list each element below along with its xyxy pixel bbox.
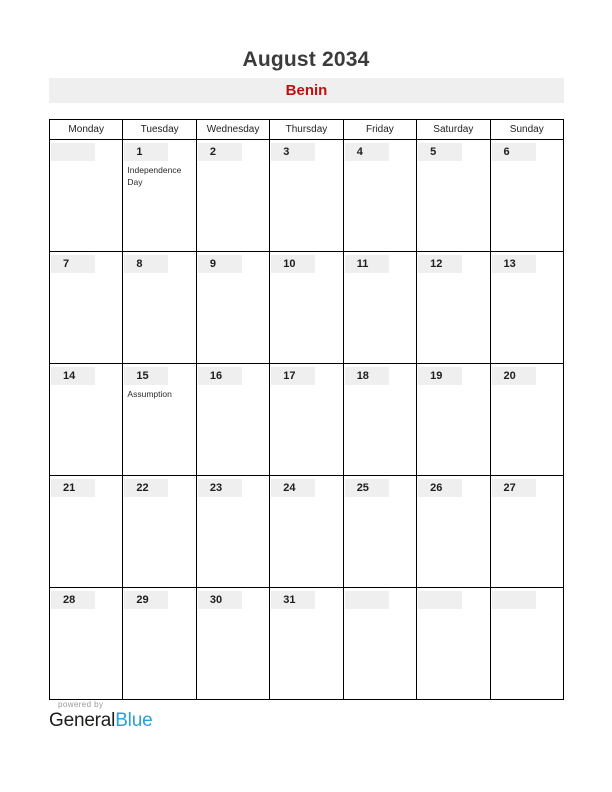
day-number: 23 — [209, 482, 223, 494]
week-row — [50, 252, 564, 364]
weekday-header: Monday — [50, 120, 123, 140]
weekday-header: Tuesday — [123, 120, 196, 140]
day-number-chip — [418, 143, 462, 161]
day-number-chip — [271, 255, 315, 273]
calendar-day-cell — [50, 476, 123, 588]
day-number-chip — [198, 479, 242, 497]
day-number-chip — [124, 479, 168, 497]
day-number: 10 — [283, 258, 296, 270]
day-number-chip — [124, 591, 168, 609]
footer — [49, 700, 152, 732]
generalblue-logo[interactable] — [49, 710, 152, 732]
brand-text-general: General — [49, 710, 116, 731]
day-number: 28 — [63, 594, 76, 606]
calendar-day-cell — [417, 252, 490, 364]
day-number-chip — [418, 367, 462, 385]
day-number-chip — [418, 591, 462, 609]
day-number-chip — [345, 479, 389, 497]
calendar-day-cell — [490, 364, 563, 476]
day-number: 18 — [356, 370, 369, 382]
calendar-day-cell — [270, 140, 343, 252]
holiday-label: Assumption — [127, 389, 172, 399]
day-number-chip — [124, 143, 168, 161]
day-number-chip — [198, 591, 242, 609]
calendar-empty-cell — [50, 140, 123, 252]
calendar-day-cell — [343, 364, 416, 476]
day-number: 29 — [136, 594, 149, 606]
country-band — [49, 78, 564, 103]
weekday-header-row — [50, 120, 564, 140]
day-number: 12 — [430, 258, 443, 270]
calendar-day-cell — [123, 364, 196, 476]
holiday-label: Independence Day — [127, 165, 182, 188]
calendar-day-cell — [50, 588, 123, 700]
calendar-day-cell — [343, 476, 416, 588]
day-number-chip — [345, 255, 389, 273]
day-number-chip — [51, 367, 95, 385]
day-number: 20 — [503, 370, 516, 382]
calendar-day-cell — [490, 252, 563, 364]
day-number-chip — [492, 591, 536, 609]
day-number-chip — [271, 367, 315, 385]
calendar-day-cell — [123, 588, 196, 700]
day-number: 9 — [209, 258, 216, 270]
weekday-header: Sunday — [490, 120, 563, 140]
day-number: 17 — [283, 370, 296, 382]
day-number: 11 — [356, 258, 369, 270]
calendar-day-cell — [123, 140, 196, 252]
day-number-chip — [492, 143, 536, 161]
day-number-chip — [418, 479, 462, 497]
day-number-chip — [492, 367, 536, 385]
day-number: 15 — [136, 370, 149, 382]
calendar-body — [50, 140, 564, 700]
calendar-day-cell — [270, 252, 343, 364]
calendar-day-cell — [196, 364, 269, 476]
calendar-day-cell — [270, 476, 343, 588]
day-number-chip — [345, 591, 389, 609]
day-number: 14 — [63, 370, 76, 382]
calendar-day-cell — [343, 140, 416, 252]
day-number-chip — [492, 255, 536, 273]
day-number: 30 — [209, 594, 223, 606]
day-number-chip — [345, 143, 389, 161]
day-number-chip — [124, 367, 168, 385]
day-number-chip — [51, 255, 95, 273]
day-number: 7 — [63, 258, 70, 270]
day-number: 16 — [209, 370, 223, 382]
day-number: 6 — [503, 146, 510, 158]
day-number-chip — [198, 255, 242, 273]
day-number: 4 — [356, 146, 363, 158]
calendar-day-cell — [417, 364, 490, 476]
calendar-day-cell — [490, 140, 563, 252]
calendar-day-cell — [343, 252, 416, 364]
day-number-chip — [345, 367, 389, 385]
day-number-chip — [124, 255, 168, 273]
calendar-day-cell — [50, 364, 123, 476]
day-number: 24 — [283, 482, 296, 494]
day-number-chip — [198, 143, 242, 161]
week-row — [50, 476, 564, 588]
day-number-chip — [51, 591, 95, 609]
calendar-table — [49, 119, 564, 700]
day-number: 8 — [136, 258, 143, 270]
weekday-header: Wednesday — [196, 120, 269, 140]
day-number-chip — [492, 479, 536, 497]
weekday-header: Friday — [343, 120, 416, 140]
day-number: 31 — [283, 594, 296, 606]
calendar-day-cell — [196, 252, 269, 364]
week-row — [50, 140, 564, 252]
day-number-chip — [198, 367, 242, 385]
calendar-day-cell — [417, 140, 490, 252]
day-number-chip — [271, 479, 315, 497]
calendar-day-cell — [196, 140, 269, 252]
calendar-empty-cell — [343, 588, 416, 700]
calendar-day-cell — [270, 588, 343, 700]
day-number: 21 — [63, 482, 76, 494]
day-number-chip — [271, 143, 315, 161]
brand-text-blue: Blue — [115, 710, 153, 731]
calendar-day-cell — [123, 476, 196, 588]
day-number-chip — [418, 255, 462, 273]
calendar-day-cell — [417, 476, 490, 588]
country-label: Benin — [285, 82, 328, 99]
calendar-empty-cell — [490, 588, 563, 700]
day-number: 19 — [430, 370, 443, 382]
day-number: 3 — [283, 146, 290, 158]
day-number: 5 — [430, 146, 437, 158]
day-number: 13 — [503, 258, 516, 270]
calendar-day-cell — [196, 588, 269, 700]
day-number: 26 — [430, 482, 443, 494]
powered-by-label: powered by — [58, 700, 104, 709]
day-number-chip — [51, 143, 95, 161]
day-number: 25 — [356, 482, 369, 494]
calendar-empty-cell — [417, 588, 490, 700]
day-number: 2 — [209, 146, 216, 158]
weekday-header: Saturday — [417, 120, 490, 140]
day-number: 27 — [503, 482, 516, 494]
calendar-day-cell — [196, 476, 269, 588]
weekday-header: Thursday — [270, 120, 343, 140]
calendar-day-cell — [270, 364, 343, 476]
day-number-chip — [271, 591, 315, 609]
page-title: August 2034 — [242, 48, 370, 71]
calendar-day-cell — [123, 252, 196, 364]
day-number: 22 — [136, 482, 149, 494]
day-number-chip — [51, 479, 95, 497]
calendar-day-cell — [50, 252, 123, 364]
day-number: 1 — [136, 146, 143, 158]
week-row — [50, 588, 564, 700]
week-row — [50, 364, 564, 476]
calendar-day-cell — [490, 476, 563, 588]
